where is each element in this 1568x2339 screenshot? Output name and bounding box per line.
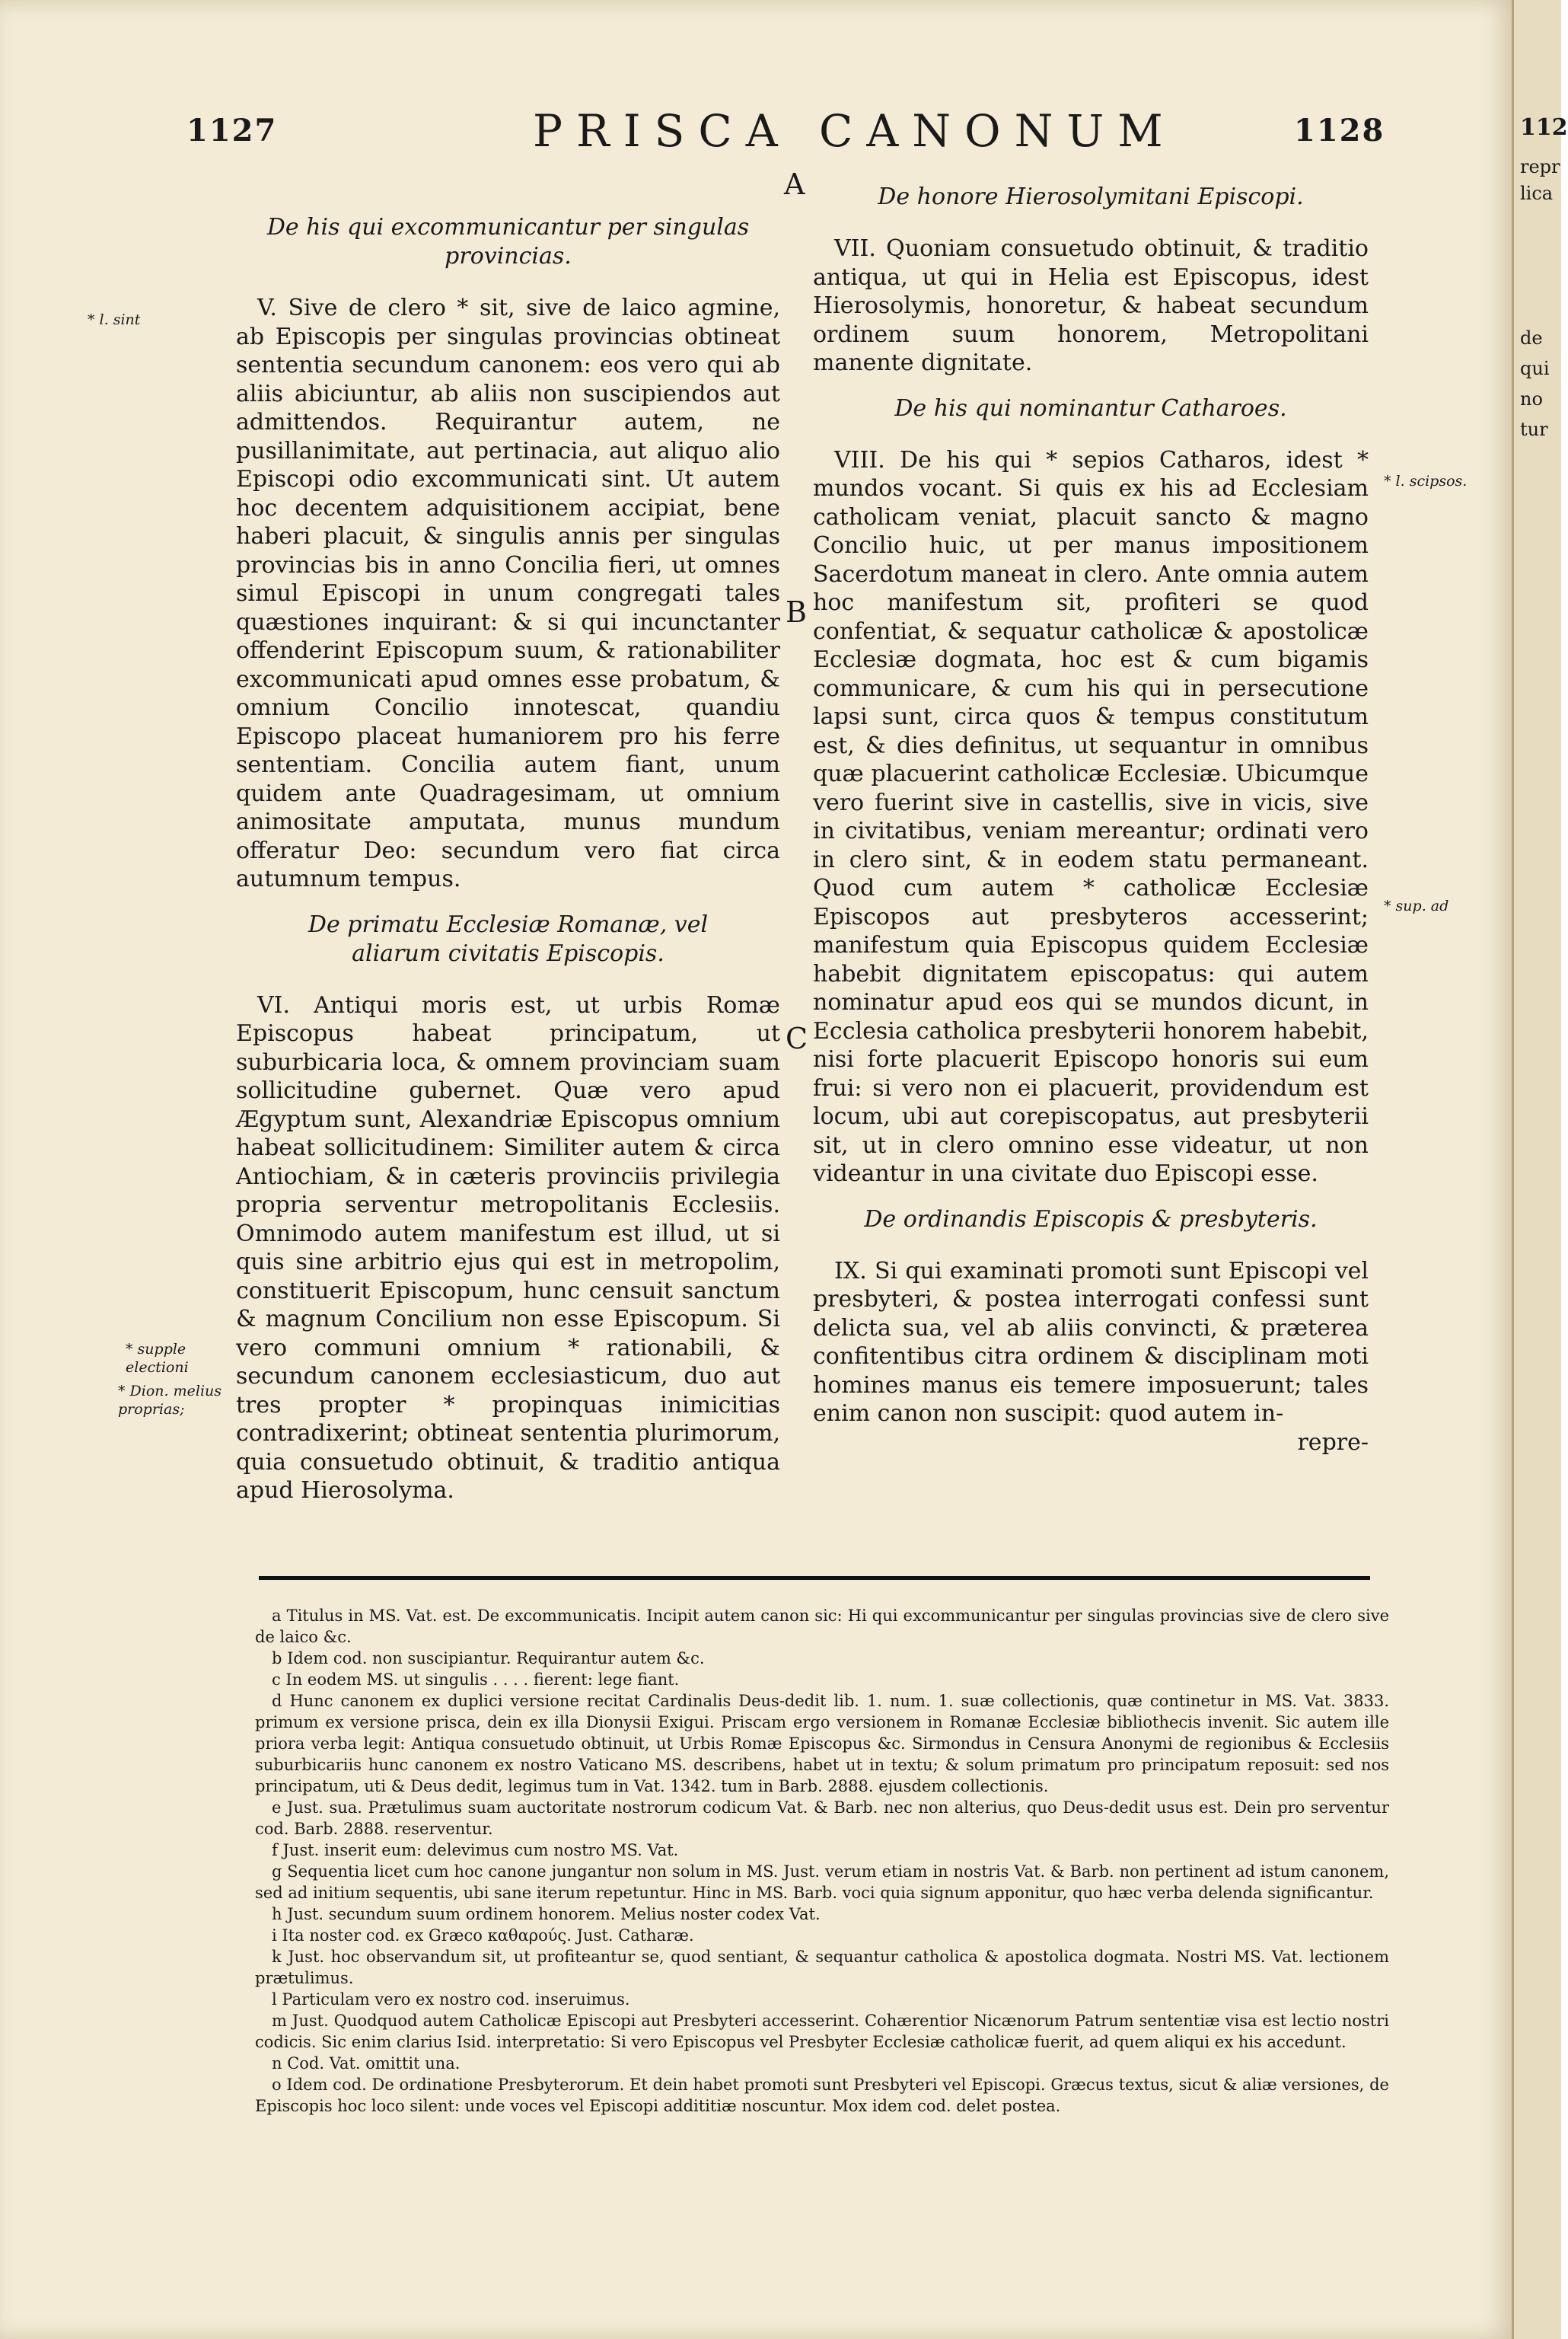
footnote-l: l Particulam vero ex nostro cod. inseruimus. [272, 1990, 630, 2009]
footnotes [255, 1605, 1389, 2117]
adjacent-text-fragment: de [1520, 327, 1543, 349]
footnote-i: i Ita noster cod. ex Græco καθαρούς. Just. Catharæ. [272, 1926, 694, 1945]
footnote-divider [259, 1576, 1370, 1580]
adjacent-page-number: 112 [1520, 114, 1568, 141]
canon-5-text: V. Sive de clero * sit, sive de laico agmine, ab Episcopis per singulas provincias obtineat sententia secundum canonem: eos vero qui ab aliis abiciuntur, ab aliis non suscipiendos aut admittendos. Requirantur autem, ne pusillanimitate, aut pertinacia, aut aliquo alio Episcopi odio excommunicati sint. Ut autem hoc decentem adquisitionem accipiat, bene haberi placuit, & singulis annis per singulas provincias bis in anno Concilia fieri, ut omnes simul Episcopi in unum congregati tales quæstiones inquirant: & si qui incunctanter offenderint Episcopum suum, & rationabiliter excommunicati apud omnes esse probatum, & omnium Concilio innotescat, quandiu Episcopo placeat humaniorem pro his ferre sententiam. Concilia autem fiant, unum quidem ante Quadragesimam, ut omnium animositate amputata, munus mundum offeratur Deo: secundum vero fiat circa autumnum tempus. [236, 295, 780, 892]
canon-6-text: VI. Antiqui moris est, ut urbis Romæ Episcopus habeat principatum, ut suburbicaria loca, & omnem provinciam suam sollicitudine gubernet. Quæ vero apud Ægyptum sunt, Alexandriæ Episcopus omnium habeat sollicitudinem: Similiter autem & circa Antiochiam, & in cæteris provinciis privilegia propria serventur metropolitanis Ecclesiis. Omnimodo autem manifestum est illud, ut si quis sine arbitrio ejus qui est in metropolim, constituerit Episcopum, hunc censuit sanctum & magnum Concilium non esse Episcopum. Si vero communi omnium * rationabili, & secundum canonem ecclesiasticum, duo aut tres propter * propinquas inimicitias contradixerint; obtineat sententia plurimorum, quia consuetudo obtinuit, & traditio antiqua apud Hierosolyma. [236, 991, 780, 1504]
adjacent-text-fragment: no [1520, 388, 1543, 410]
heading-canon-8: De his qui nominantur Catharoes. [894, 394, 1287, 422]
footnote-c: c In eodem MS. ut singulis . . . . fierent: lege fiant. [272, 1670, 680, 1689]
margin-note-right-2: * sup. ad [1384, 898, 1449, 914]
canon-7-text: VII. Quoniam consuetudo obtinuit, & traditio antiqua, ut qui in Helia est Episcopus, idest Hierosolymis, honoretur, & habeat secundum ordinem suum honorem, Metropolitani manente dignitate. [813, 235, 1369, 376]
adjacent-page-edge [1512, 0, 1568, 2339]
footnote-o: o Idem cod. De ordinatione Presbyterorum. Et dein habet promoti sunt Presbyteri vel Episcopi. Græcus textus, sicut & aliæ versiones, de Episcopis hoc loco silent: unde voces vel Episcopi addititiæ noscuntur. Mox idem cod. delet postea. [255, 2076, 1389, 2115]
footnote-e: e Just. sua. Prætulimus suam auctoritate nostrorum codicum Vat. & Barb. nec non alterius, quo Deus-dedit usus est. Dein pro serventur cod. Barb. 2888. reserventur. [255, 1798, 1389, 1838]
section-letter-b: B [786, 595, 807, 629]
footnote-a: a Titulus in MS. Vat. est. De excommunicatis. Incipit autem canon sic: Hi qui excommunicantur per singulas provincias sive de clero sive de laico &c. [255, 1607, 1389, 1646]
heading-canon-6: De primatu Ecclesiæ Romanæ, vel aliarum civitatis Episcopis. [308, 911, 709, 967]
footnote-b: b Idem cod. non suscipiantur. Requirantur autem &c. [272, 1649, 705, 1667]
margin-note-left-2: * supple electioni [126, 1341, 189, 1376]
heading-canon-9: De ordinandis Episcopis & presbyteris. [864, 1205, 1318, 1233]
footnote-d: d Hunc canonem ex duplici versione recitat Cardinalis Deus-dedit lib. 1. num. 1. suæ collectionis, quæ continetur in MS. Vat. 3833. primum ex versione prisca, dein ex illa Dionysii Exigui. Priscam ergo versionem in Romanæ Ecclesiæ bibliothecis invenit. Sic autem ille priora verba legit: Antiqua consuetudo obtinuit, ut Urbis Romæ Episcopus &c. Sirmondus in Censura Anonymi de regionibus & Ecclesiis suburbicariis hunc canonem ex nostro Vaticano MS. describens, habet ut in textu; & solum primatum pro principatum reposuit: sed nos principatum, uti & Deus dedit, legimus tum in Vat. 1342. tum in Barb. 2888. ejusdem collectionis. [255, 1692, 1389, 1795]
margin-note-left-3: * Dion. melius proprias; [118, 1383, 222, 1418]
footnote-h: h Just. secundum suum ordinem honorem. Melius noster codex Vat. [272, 1905, 821, 1923]
margin-note-left-1: * l. sint [88, 311, 141, 328]
footnote-g: g Sequentia licet cum hoc canone jungantur non solum in MS. Just. verum etiam in nostris Vat. & Barb. non pertinent ad istum canonem, sed ad initium sequentis, ubi sane iterum repetuntur. Hinc in MS. Barb. voci quia signum apponitur, quo hæc verba delenda significantur. [255, 1862, 1389, 1902]
adjacent-text-fragment: qui [1520, 358, 1550, 379]
section-letter-c: C [786, 1022, 808, 1055]
canon-8-text: VIII. De his qui * sepios Catharos, idest * mundos vocant. Si quis ex his ad Ecclesiam catholicam veniat, placuit sancto & magno Concilio huic, ut per manus impositionem Sacerdotum maneat in clero. Ante omnia autem hoc manifestum sit, profiteri se quod confentiat, & sequatur catholicæ & apostolicæ Ecclesiæ dogmata, hoc est & cum bigamis communicare, & cum his qui in persecutione lapsi sunt, circa quos & tempus constitutum est, & dies definitus, ut sequantur in omnibus quæ placuerint catholicæ Ecclesiæ. Ubicumque vero fuerint sive in castellis, sive in vicis, sive in civitatibus, veniam mereantur; ordinati vero in clero sint, & in eodem statu permaneant. Quod cum autem * catholicæ Ecclesiæ Episcopos aut presbyteros accesserint; manifestum quia Episcopus quidem Ecclesiæ habebit dignitatem episcopatus: qui autem nominatur apud eos qui se mundos dicunt, in Ecclesia catholica presbyterii honorem habebit, nisi forte placuerit Episcopo honoris sui eum frui: si vero non ei placuerit, providendum est locum, ubi aut corepiscopatus, aut presbyterii sit, ut in clero omnino esse videatur, ut non videantur in una civitate duo Episcopi esse. [813, 446, 1369, 1187]
right-text-column [813, 175, 1369, 1457]
footnote-f: f Just. inserit eum: delevimus cum nostro MS. Vat. [272, 1841, 679, 1859]
heading-canon-7: De honore Hierosolymitani Episcopi. [878, 183, 1304, 210]
margin-note-right-1: * l. scipsos. [1384, 473, 1468, 490]
canon-9-text: IX. Si qui examinati promoti sunt Episcopi vel presbyteri, & postea interrogati confessi sunt delicta sua, vel ab aliis convincti, & præterea confitentibus citra ordinem & disciplinam moti homines manus eis temere imposuerunt; tales enim canon non suscipit: quod autem in- [813, 1257, 1369, 1427]
left-text-column [236, 206, 780, 1522]
adjacent-text-fragment: lica [1520, 183, 1554, 204]
heading-canon-5: De his qui excommunicantur per singulas provincias. [266, 214, 750, 270]
left-page-number: 1127 [186, 113, 278, 148]
catchword: repre- [1297, 1428, 1369, 1456]
running-title: PRISCA CANONUM [533, 105, 1177, 157]
adjacent-text-fragment: repr [1520, 156, 1560, 177]
section-letter-a: A [784, 168, 805, 201]
adjacent-text-fragment: tur [1520, 419, 1548, 440]
footnote-n: n Cod. Vat. omittit una. [272, 2054, 461, 2073]
right-page-number: 1128 [1294, 113, 1385, 148]
footnote-k: k Just. hoc observandum sit, ut profiteantur se, quod sentiant, & sequantur catholica & apostolica dogmata. Nostri MS. Vat. lectionem prætulimus. [255, 1948, 1389, 1987]
footnote-m: m Just. Quodquod autem Catholicæ Episcopi aut Presbyteri accesserint. Cohærentior Nicænorum Patrum sententiæ visa est lectio nostri codicis. Sic enim clarius Isid. interpretatio: Si vero Episcopus vel Presbyter Ecclesiæ catholicæ fuerit, ad quem aliqui ex his accedunt. [255, 2012, 1389, 2051]
